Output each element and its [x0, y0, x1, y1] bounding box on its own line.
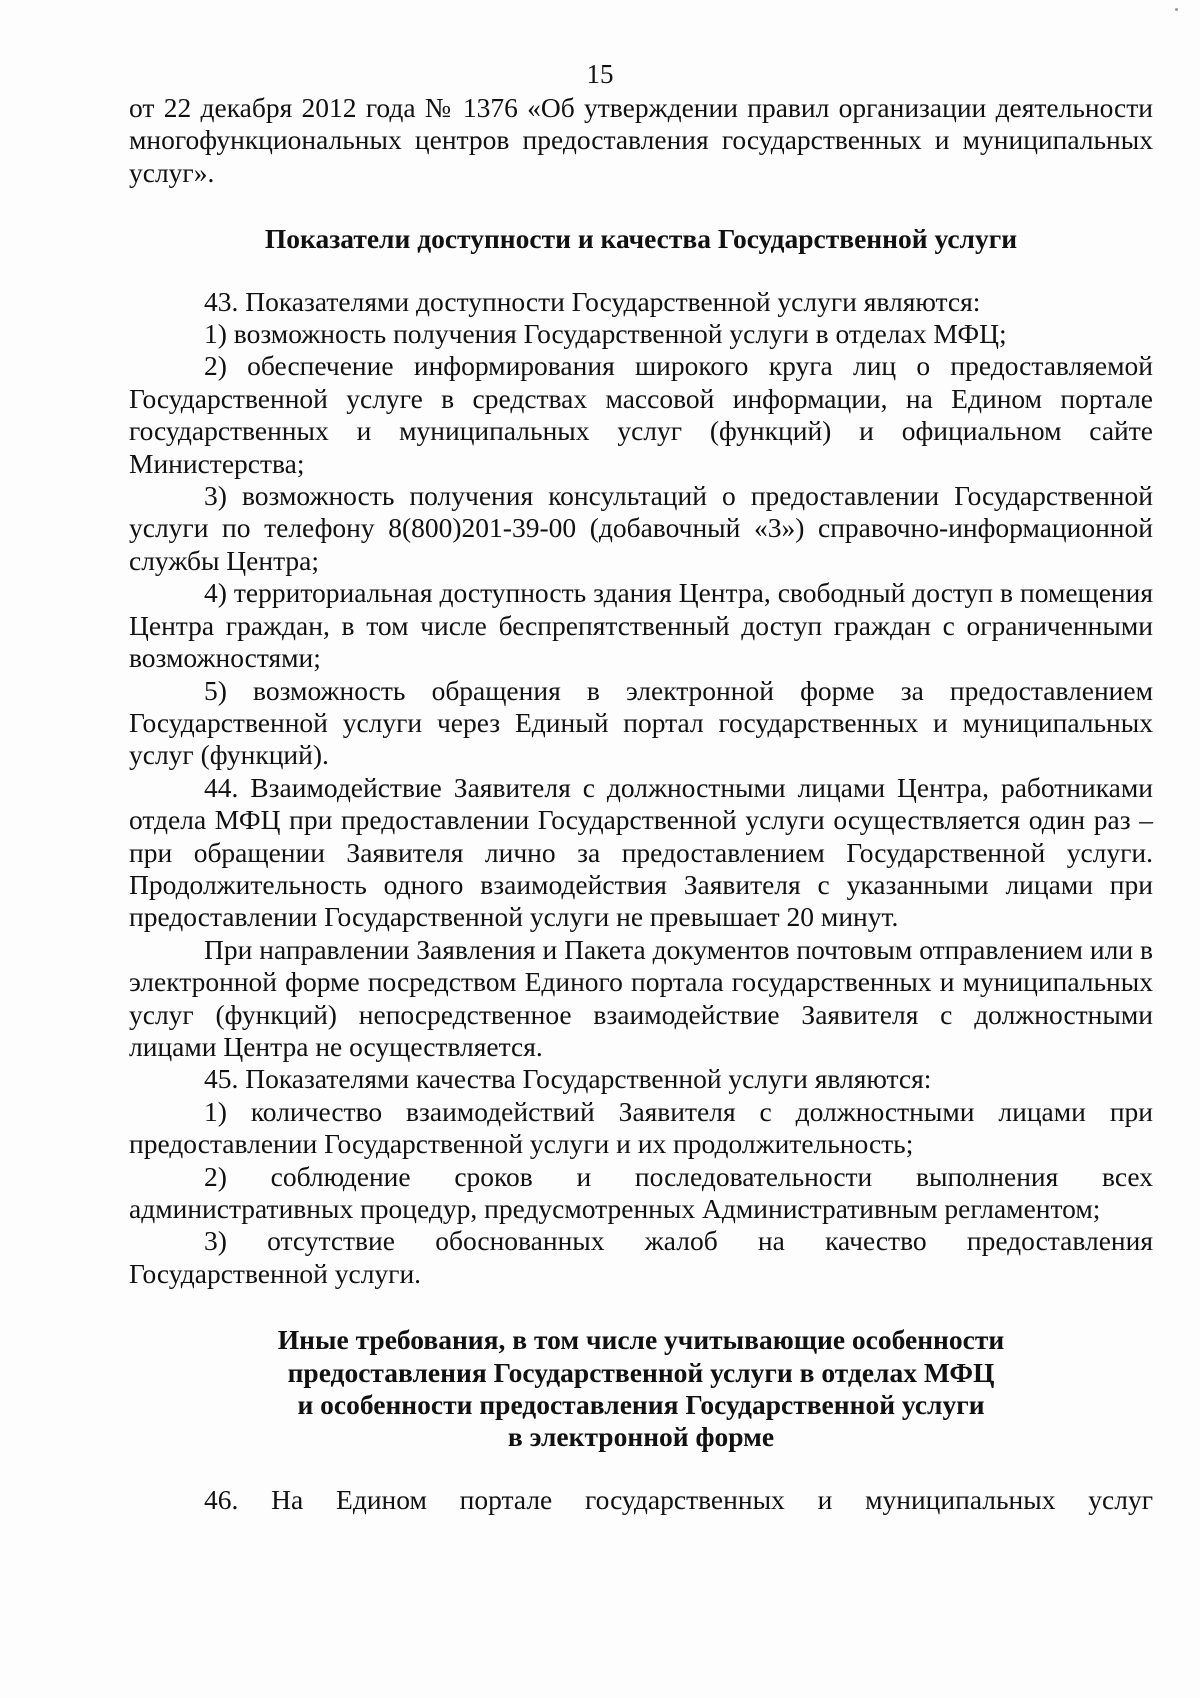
list-item-43-4: 4) территориальная доступность здания Центра, свободный доступ в помещения Центра граждан, в том числе беспрепятственный доступ граждан с ограниченными возможностями;: [129, 577, 1153, 674]
scan-speck: [1175, 8, 1178, 11]
list-item-43-5: 5) возможность обращения в электронной форме за предоставлением Государственной услуги через Единый портал государственных и муниципальных услуг (функций).: [129, 674, 1153, 771]
list-item-45-2: 2) соблюдение сроков и последовательности выполнения всех административных процедур, предусмотренных Административным регламентом;: [129, 1160, 1153, 1224]
paragraph-43: 43. Показателями доступности Государственной услуги являются:: [204, 285, 981, 317]
page-number: 15: [586, 59, 614, 89]
list-item-43-3: 3) возможность получения консультаций о предоставлении Государственной услуги по телефону 8(800)201-39-00 (добавочный «3») справочно-информационной службы Центра;: [129, 480, 1153, 576]
list-item-45-3: 3) отсутствие обоснованных жалоб на качество предоставления Государственной услуги.: [129, 1225, 1153, 1289]
section-heading-other-requirements: [129, 1324, 1153, 1454]
list-item-43-2: 2) обеспечение информирования широкого круга лиц о предоставляемой Государственной услуге в средствах массовой информации, на Едином портале государственных и муниципальных услуг (функций) и официальном сайте Министерства;: [129, 350, 1153, 479]
paragraph-44: 44. Взаимодействие Заявителя с должностными лицами Центра, работниками отдела МФЦ при предоставлении Государственной услуги осуществляется один раз – при обращении Заявителя лично за предоставлением Государственной услуги. Продолжительность одного взаимодействия Заявителя с указанными лицами при предоставлении Государственной услуги не превышает 20 минут.: [129, 771, 1153, 933]
heading-line: Иные требования, в том числе учитывающие особенности: [277, 1324, 1005, 1356]
list-item-43-1: 1) возможность получения Государственной услуги в отделах МФЦ;: [204, 318, 1007, 350]
paragraph-continuation: от 22 декабря 2012 года № 1376 «Об утверждении правил организации деятельности многофункциональных центров предоставления государственных и муниципальных услуг».: [129, 92, 1153, 188]
section-heading-accessibility: Показатели доступности и качества Государственной услуги: [264, 223, 1018, 255]
heading-line: и особенности предоставления Государственной услуги: [297, 1389, 985, 1421]
paragraph-46: 46. На Едином портале государственных и муниципальных услуг: [204, 1483, 1153, 1515]
paragraph-44-postal: При направлении Заявления и Пакета документов почтовым отправлением или в электронной форме посредством Единого портала государственных и муниципальных услуг (функций) непосредственное взаимодействие Заявителя с должностными лицами Центра не осуществляется.: [129, 933, 1153, 1062]
list-item-45-1: 1) количество взаимодействий Заявителя с должностными лицами при предоставлении Государственной услуги и их продолжительность;: [129, 1095, 1153, 1160]
heading-line: предоставления Государственной услуги в отделах МФЦ: [287, 1356, 995, 1388]
paragraph-45: 45. Показателями качества Государственной услуги являются:: [204, 1063, 932, 1095]
document-body: [129, 92, 1153, 1516]
heading-line: в электронной форме: [507, 1421, 775, 1453]
